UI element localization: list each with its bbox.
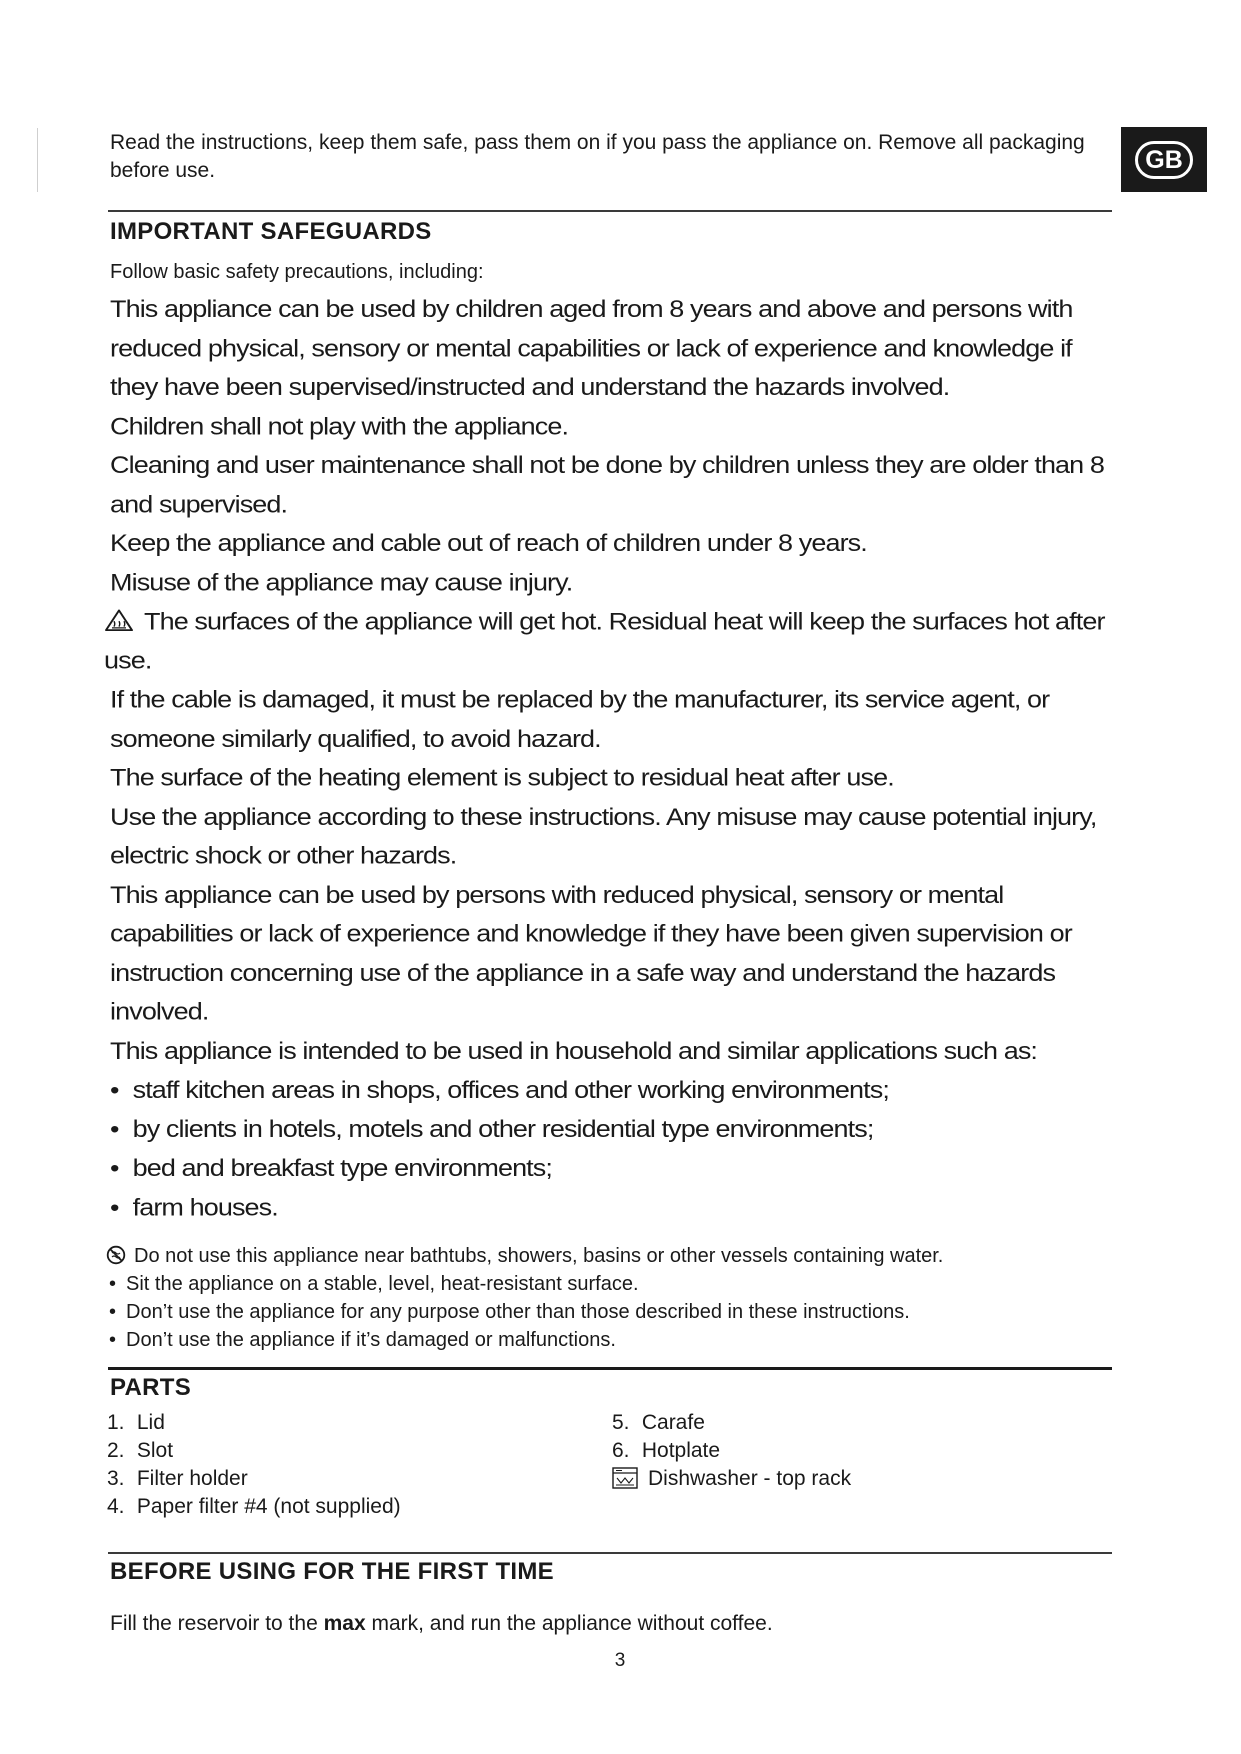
dishwasher-item xyxy=(612,1465,851,1493)
part-label: Slot xyxy=(136,1439,174,1462)
hot-surface-text: The surfaces of the appliance will get hot. Residual heat will keep the surfaces hot after use. xyxy=(104,607,1105,674)
safeguards-list xyxy=(104,290,1120,1227)
safeguard-line: This appliance can be used by persons with reduced physical, sensory or mental capabilities or lack of experience and knowledge if they have been given supervision or instruction concerning use of the appliance in a safe way and understand the hazards involved. xyxy=(110,881,1072,1026)
water-warning-line xyxy=(106,1242,943,1270)
bullet: • xyxy=(110,1076,119,1104)
small-bullet-text: Don’t use the appliance if it’s damaged or malfunctions. xyxy=(126,1329,616,1351)
parts-list-left xyxy=(107,1409,401,1521)
list-item-text: staff kitchen areas in shops, offices and other working environments; xyxy=(132,1076,889,1104)
safeguards-title: IMPORTANT SAFEGUARDS xyxy=(110,218,432,245)
bullet: • xyxy=(109,1301,117,1323)
water-warning-text: Do not use this appliance near bathtubs, showers, basins or other vessels containing water. xyxy=(134,1245,944,1267)
first-time-title: BEFORE USING FOR THE FIRST TIME xyxy=(110,1558,554,1585)
part-item xyxy=(107,1493,401,1521)
dishwasher-icon xyxy=(612,1467,638,1489)
first-time-text xyxy=(110,1610,773,1638)
part-number: 6. xyxy=(612,1439,630,1462)
divider xyxy=(108,210,1112,212)
parts-list-right xyxy=(612,1409,851,1493)
part-number: 1. xyxy=(107,1411,125,1434)
first-time-text-start: Fill the reservoir to the xyxy=(110,1612,324,1635)
dishwasher-label: Dishwasher - top rack xyxy=(648,1467,852,1490)
max-mark-label: max xyxy=(323,1612,366,1635)
part-number: 3. xyxy=(107,1467,125,1490)
bullet: • xyxy=(109,1329,117,1351)
safeguard-line: Misuse of the appliance may cause injury. xyxy=(110,568,573,596)
safeguard-line: This appliance can be used by children aged from 8 years and above and persons with reduced physical, sensory or mental capabilities or lack of experience and knowledge if they have been supervised/instructed and understand the hazards involved. xyxy=(110,295,1073,401)
no-water-icon xyxy=(106,1245,126,1265)
part-label: Paper filter #4 (not supplied) xyxy=(136,1495,401,1518)
list-item xyxy=(110,1110,1120,1149)
divider xyxy=(108,1367,1112,1370)
bullet: • xyxy=(110,1193,119,1221)
bullet: • xyxy=(110,1115,119,1143)
small-bullet-item xyxy=(106,1298,943,1326)
safeguard-line: The surface of the heating element is subject to residual heat after use. xyxy=(110,763,894,791)
safeguard-line: Use the appliance according to these instructions. Any misuse may cause potential injury, electric shock or other hazards. xyxy=(110,802,1097,869)
safeguard-line: Children shall not play with the appliance. xyxy=(110,412,569,440)
bullet: • xyxy=(110,1154,119,1182)
part-number: 2. xyxy=(107,1439,125,1462)
hot-surface-warning-icon xyxy=(104,609,134,632)
list-item xyxy=(110,1188,1120,1227)
part-item xyxy=(107,1437,401,1465)
part-item xyxy=(107,1409,401,1437)
list-item xyxy=(110,1149,1120,1188)
bullet: • xyxy=(109,1273,117,1295)
part-number: 5. xyxy=(612,1411,630,1434)
page-number: 3 xyxy=(614,1650,626,1671)
small-bullet-text: Don’t use the appliance for any purpose other than those described in these instructions. xyxy=(126,1301,910,1323)
hot-surface-line xyxy=(104,602,1120,680)
part-label: Filter holder xyxy=(136,1467,248,1490)
list-item-text: farm houses. xyxy=(132,1193,278,1221)
small-bullet-item xyxy=(106,1270,943,1298)
list-item-text: bed and breakfast type environments; xyxy=(132,1154,552,1182)
part-label: Hotplate xyxy=(641,1439,721,1462)
language-badge-label: GB xyxy=(1135,141,1193,179)
divider xyxy=(108,1552,1112,1554)
list-item-text: by clients in hotels, motels and other residential type environments; xyxy=(132,1115,874,1143)
small-bullet-text: Sit the appliance on a stable, level, heat-resistant surface. xyxy=(126,1273,639,1295)
safeguards-subtitle: Follow basic safety precautions, including: xyxy=(110,261,484,283)
small-bullet-item xyxy=(106,1326,943,1354)
intro-text: Read the instructions, keep them safe, pass them on if you pass the appliance on. Remove all packaging before use. xyxy=(110,131,1085,182)
safeguard-line: If the cable is damaged, it must be replaced by the manufacturer, its service agent, or someone similarly qualified, to avoid hazard. xyxy=(110,685,1050,752)
part-item xyxy=(107,1465,401,1493)
part-label: Carafe xyxy=(641,1411,705,1434)
part-number: 4. xyxy=(107,1495,125,1518)
safeguard-line: This appliance is intended to be used in household and similar applications such as: xyxy=(110,1037,1038,1065)
safeguard-line: Keep the appliance and cable out of reach of children under 8 years. xyxy=(110,529,867,557)
part-item xyxy=(612,1409,851,1437)
page-edge-mark xyxy=(37,128,38,192)
small-safeguards xyxy=(106,1242,943,1354)
first-time-text-end: mark, and run the appliance without coffee. xyxy=(365,1612,773,1635)
safeguard-line: Cleaning and user maintenance shall not be done by children unless they are older than 8 and supervised. xyxy=(110,451,1105,518)
list-item xyxy=(110,1071,1120,1110)
language-badge xyxy=(1121,127,1207,192)
part-label: Lid xyxy=(136,1411,165,1434)
part-item xyxy=(612,1437,851,1465)
parts-title: PARTS xyxy=(110,1374,192,1401)
